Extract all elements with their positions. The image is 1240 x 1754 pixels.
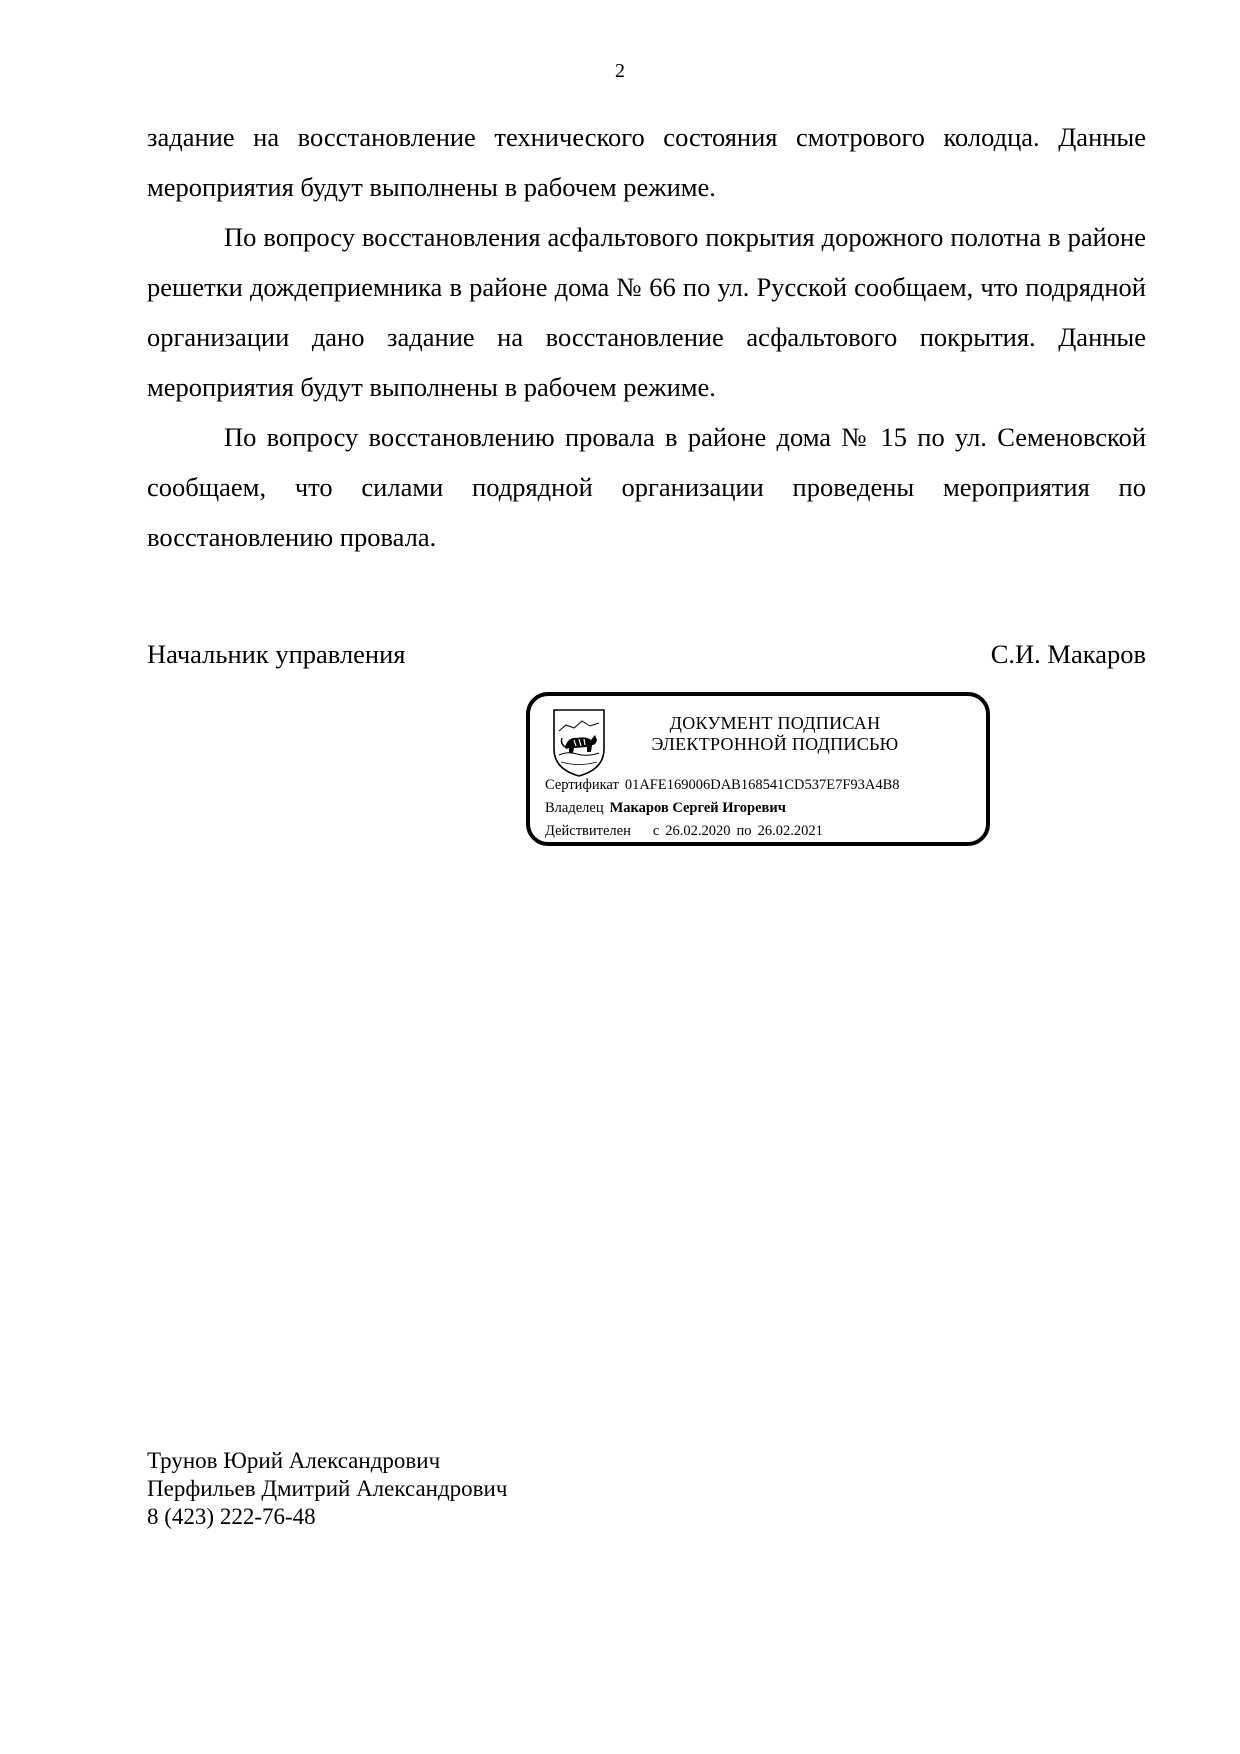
contacts-block <box>147 1447 507 1531</box>
certificate-label: Сертификат <box>545 777 619 793</box>
contact-person-1: Трунов Юрий Александрович <box>147 1448 441 1473</box>
contact-phone: 8 (423) 222-76-48 <box>147 1504 316 1529</box>
paragraph-asphalt: По вопросу восстановления асфальтового покрытия дорожного полотна в районе решетки дождеприемника в районе дома № 66 по ул. Русской сообщаем, что подрядной организации дано задание на восстановление асфальтового покрытия. Данные мероприятия будут выполнены в рабочем режиме. <box>147 222 1146 402</box>
paragraph-continuation: задание на восстановление технического состояния смотрового колодца. Данные мероприятия будут выполнены в рабочем режиме. <box>147 122 1146 202</box>
letter-body <box>147 112 1146 562</box>
signatory-name: С.И. Макаров <box>990 639 1146 669</box>
coat-of-arms-tiger-icon <box>550 707 608 779</box>
stamp-title <box>630 713 920 755</box>
paragraph-sinkhole: По вопросу восстановлению провала в районе дома № 15 по ул. Семеновской сообщаем, что силами подрядной организации проведены мероприятия по восстановлению провала. <box>147 422 1146 552</box>
stamp-validity <box>545 822 823 840</box>
valid-label: Действителен <box>545 823 631 839</box>
certificate-value: 01AFE169006DAB168541CD537E7F93A4B8 <box>624 777 900 793</box>
owner-label: Владелец <box>545 800 604 816</box>
contact-person-2: Перфильев Дмитрий Александрович <box>147 1476 508 1501</box>
valid-from: 26.02.2020 <box>665 823 731 839</box>
stamp-owner <box>545 799 786 817</box>
owner-value: Макаров Сергей Игоревич <box>609 800 786 816</box>
stamp-title-line1: ДОКУМЕНТ ПОДПИСАН <box>669 713 881 733</box>
valid-to: 26.02.2021 <box>757 823 823 839</box>
signatory-position: Начальник управления <box>147 639 406 669</box>
stamp-title-line2: ЭЛЕКТРОННОЙ ПОДПИСЬЮ <box>651 734 899 754</box>
valid-to-label: по <box>736 823 752 839</box>
page-number: 2 <box>615 60 625 82</box>
valid-from-label: с <box>652 823 660 839</box>
electronic-signature-stamp <box>526 692 990 846</box>
stamp-certificate <box>545 776 900 794</box>
